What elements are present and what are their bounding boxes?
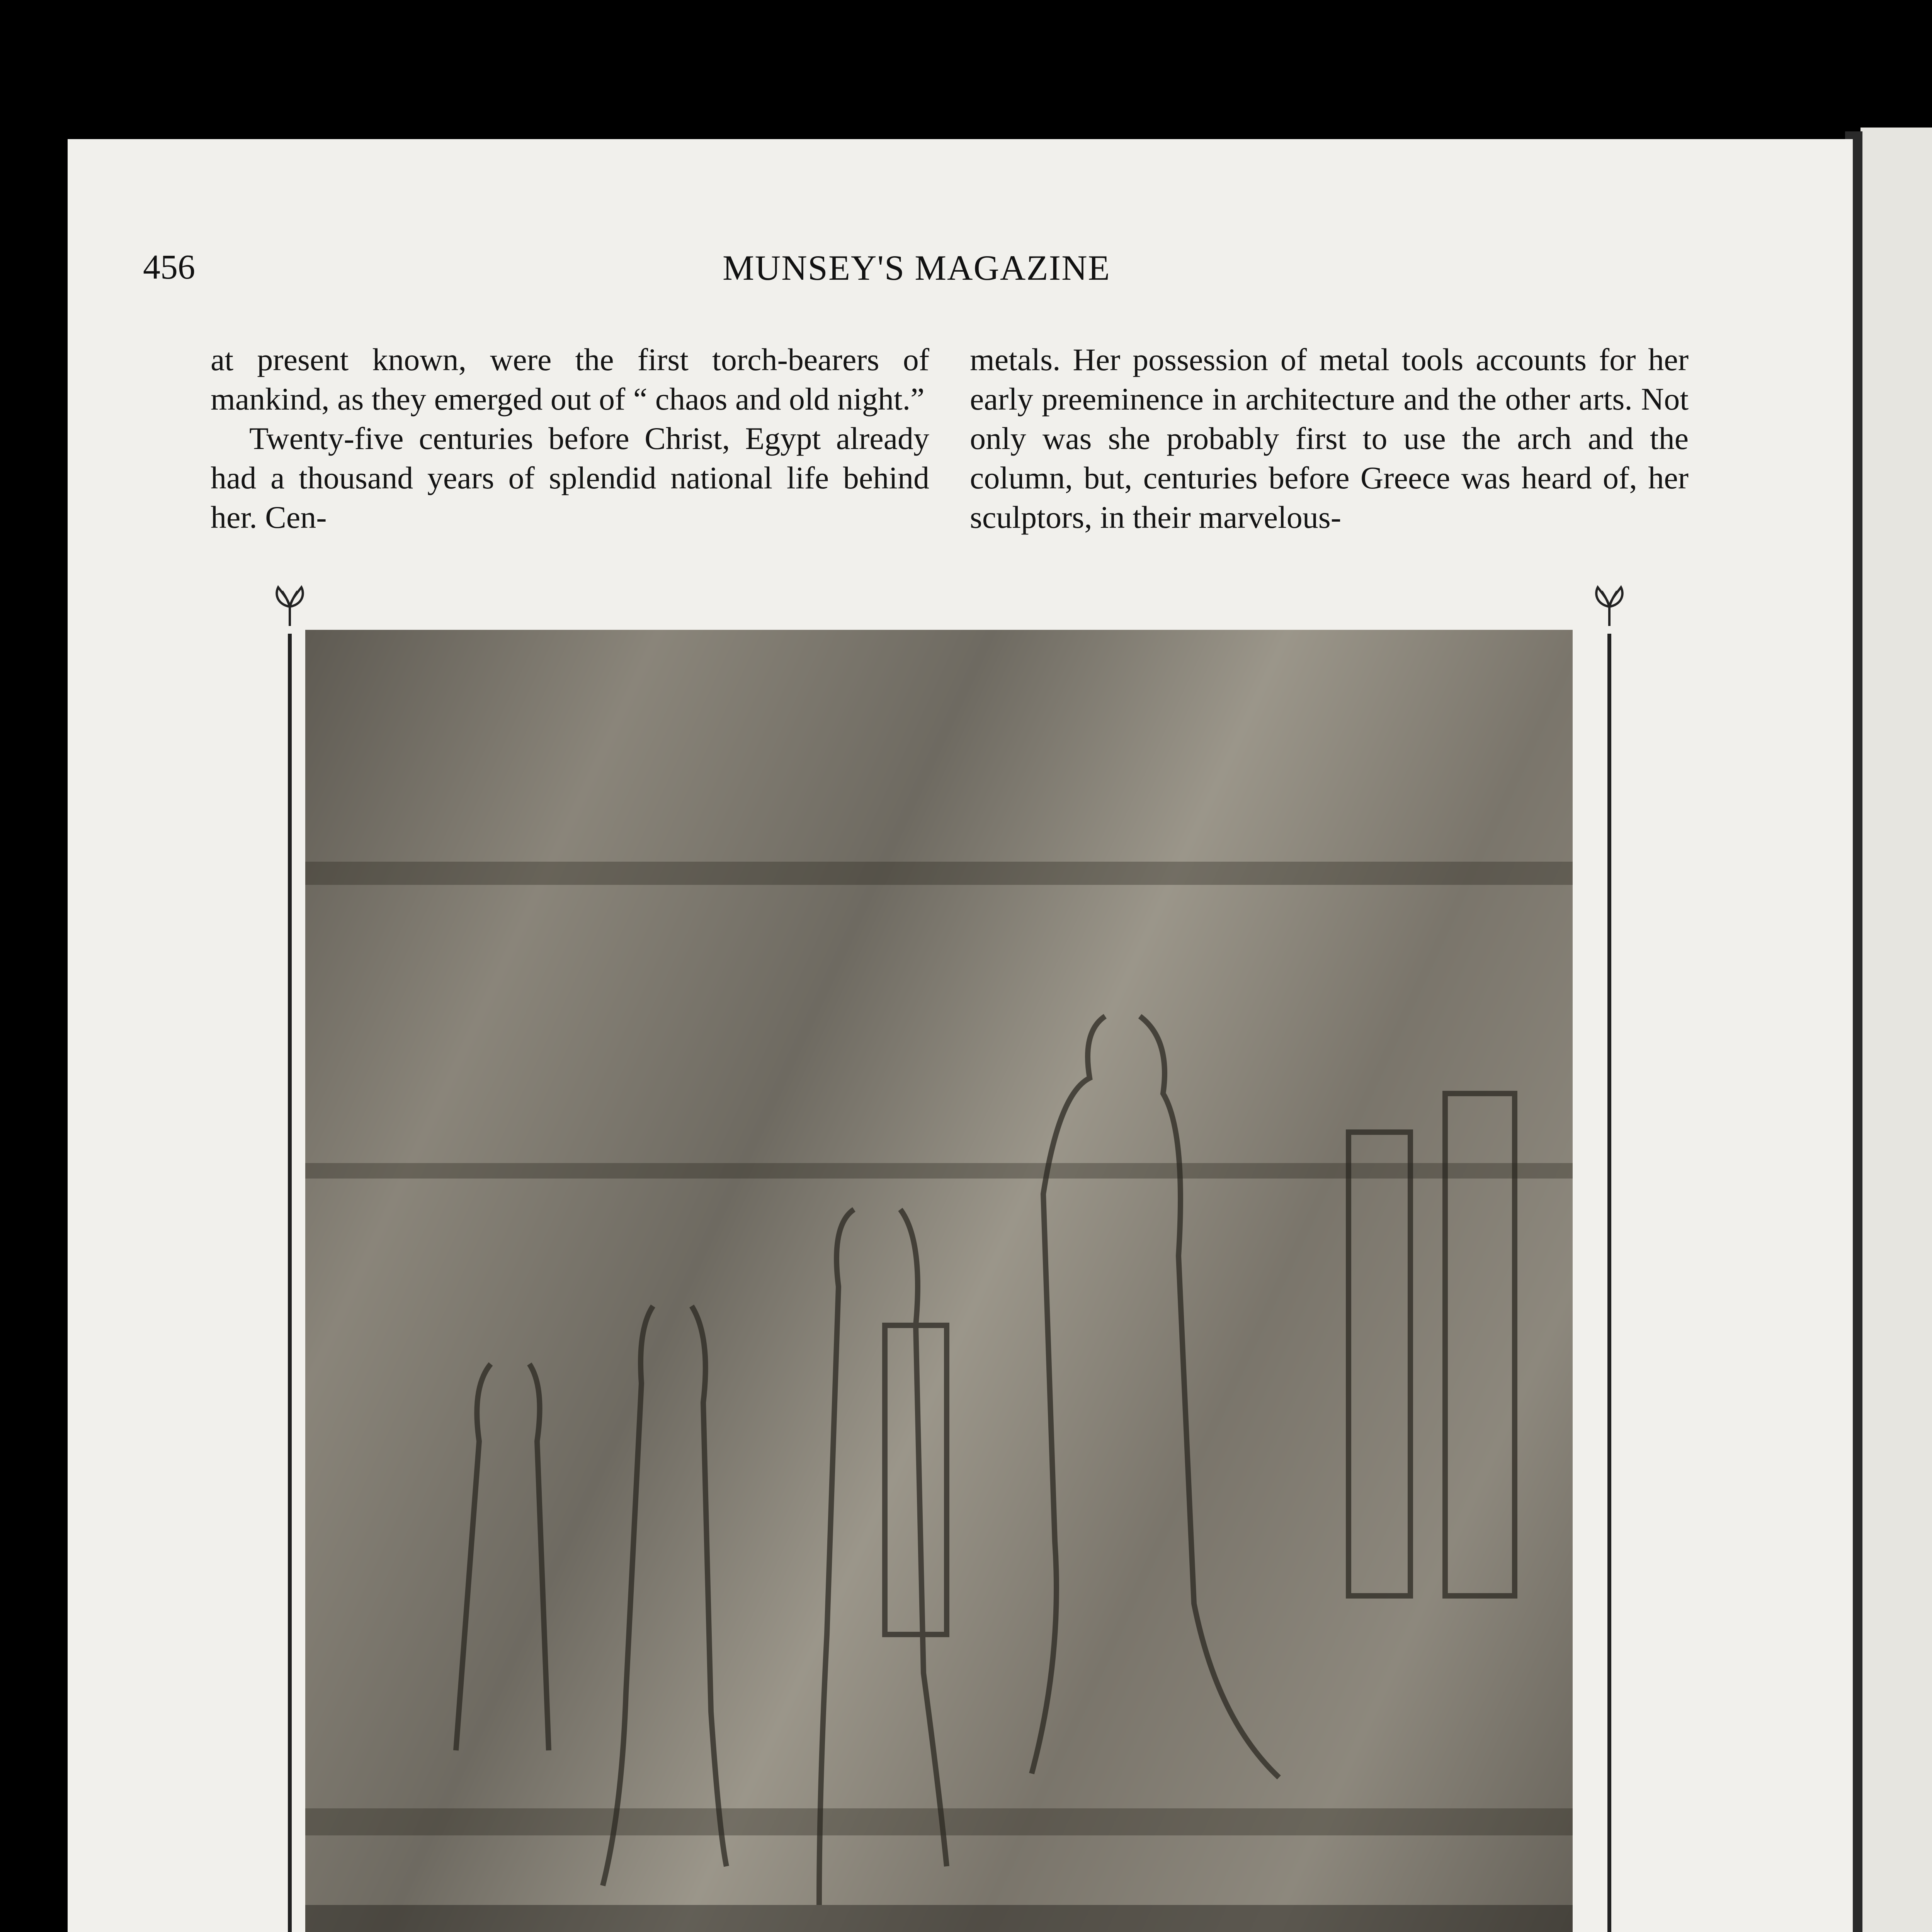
top-left-paragraph-1: at present known, were the first torch-bearers of mankind, as they emerged out of “ chaos and old night.”	[211, 342, 929, 417]
top-left-paragraph-2: Twenty-five centuries before Christ, Egypt already had a thousand years of splendid national life behind her. Cen-	[211, 421, 929, 535]
top-right-column	[970, 340, 1689, 537]
magazine-title: MUNSEY'S MAGAZINE	[723, 248, 1111, 287]
frame-right-rule	[1607, 634, 1611, 1932]
frame-left-rule	[288, 634, 292, 1932]
lotus-ornament-icon	[267, 583, 313, 630]
page-number: 456	[143, 248, 195, 286]
lotus-ornament-icon	[1586, 583, 1633, 630]
top-left-column	[211, 340, 929, 537]
top-right-paragraph-1: metals. Her possession of metal tools accounts for her early preeminence in architecture and the other arts. Not only was she probably first to use the arch and the column, but, centuries before Greece was heard of, her sculptors, in their marvelous-	[970, 342, 1689, 535]
temple-relief-photo	[305, 630, 1573, 1932]
adjacent-page-edge	[1861, 128, 1932, 1932]
